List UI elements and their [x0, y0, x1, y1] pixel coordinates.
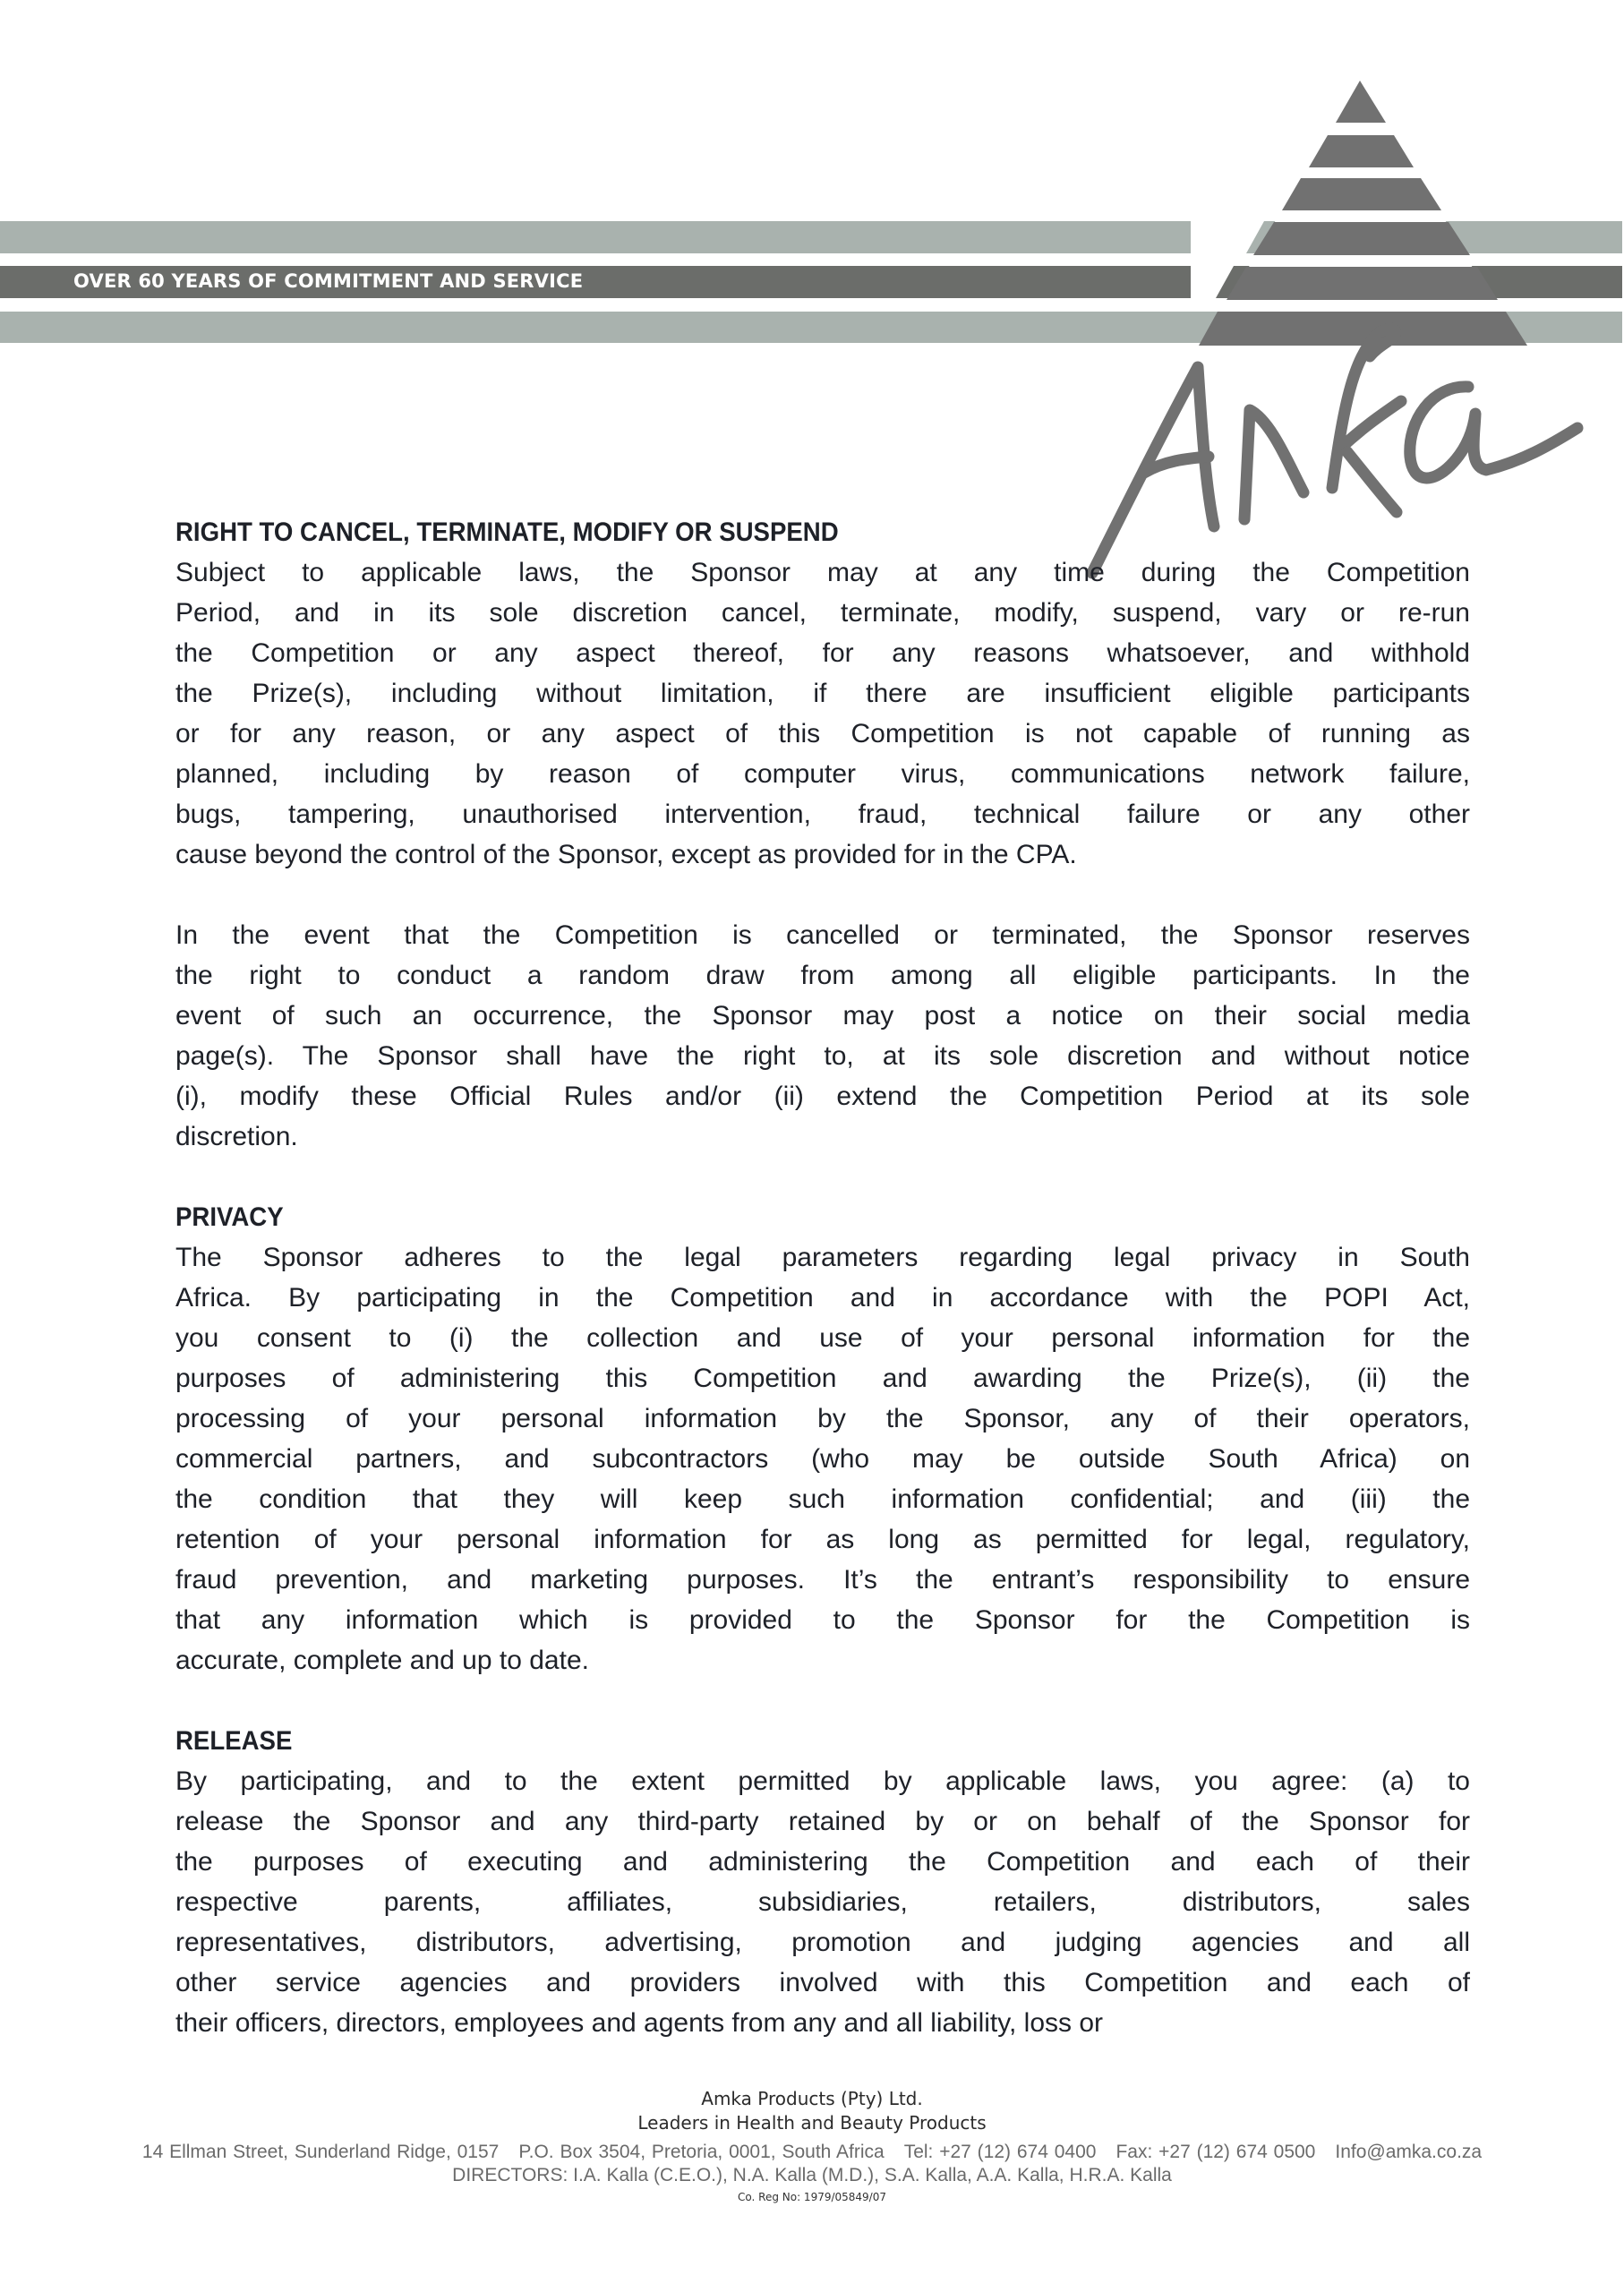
paragraph-line: representatives, distributors, advertising, promotion and judging agencies and all — [175, 1928, 1470, 1957]
paragraph-line: Africa. By participating in the Competition and in accordance with the POPI Act, — [175, 1283, 1470, 1313]
section-heading-right-to-cancel: RIGHT TO CANCEL, TERMINATE, MODIFY OR SUSPEND — [175, 517, 839, 547]
footer-directors: DIRECTORS: I.A. Kalla (C.E.O.), N.A. Kalla (M.D.), S.A. Kalla, A.A. Kalla, H.R.A. Kalla — [452, 2165, 1172, 2185]
footer-telephone: Tel: +27 (12) 674 0400 — [903, 2142, 1097, 2162]
section-heading-privacy: PRIVACY — [175, 1202, 284, 1232]
paragraph-line: retention of your personal information for as long as permitted for legal, regulatory, — [175, 1525, 1470, 1554]
paragraph-line: other service agencies and providers involved with this Competition and each of — [175, 1968, 1470, 1997]
footer-tagline: Leaders in Health and Beauty Products — [637, 2112, 987, 2134]
paragraph-line: the right to conduct a random draw from among all eligible participants. In the — [175, 961, 1470, 990]
paragraph-line: their officers, directors, employees and agents from any and all liability, loss or — [175, 2008, 1104, 2038]
amka-logo — [1056, 63, 1624, 591]
section-heading-release: RELEASE — [175, 1726, 293, 1756]
footer-street-address: 14 Ellman Street, Sunderland Ridge, 0157 — [141, 2142, 500, 2162]
paragraph-line: planned, including by reason of computer virus, communications network failure, — [175, 759, 1470, 789]
footer-fax: Fax: +27 (12) 674 0500 — [1115, 2142, 1316, 2162]
paragraph-line: bugs, tampering, unauthorised intervention, fraud, technical failure or any other — [175, 800, 1470, 829]
paragraph-line: that any information which is provided to the Sponsor for the Competition is — [175, 1605, 1470, 1635]
paragraph-line: the Prize(s), including without limitation, if there are insufficient eligible participants — [175, 679, 1470, 708]
paragraph-line: accurate, complete and up to date. — [175, 1646, 589, 1675]
footer-registration-number: Co. Reg No: 1979/05849/07 — [738, 2191, 886, 2203]
footer-po-box: P.O. Box 3504, Pretoria, 0001, South Africa — [518, 2142, 885, 2162]
tagline-banner: OVER 60 YEARS OF COMMITMENT AND SERVICE — [73, 270, 584, 292]
footer-email-link[interactable]: Info@amka.co.za — [1335, 2142, 1483, 2162]
paragraph-line: event of such an occurrence, the Sponsor may post a notice on their social media — [175, 1001, 1470, 1031]
paragraph-line: Subject to applicable laws, the Sponsor may at any time during the Competition — [175, 558, 1470, 587]
paragraph-line: processing of your personal information by the Sponsor, any of their operators, — [175, 1404, 1470, 1433]
paragraph-line: By participating, and to the extent permitted by applicable laws, you agree: (a) to — [175, 1766, 1470, 1796]
paragraph-line: page(s). The Sponsor shall have the right to, at its sole discretion and without notice — [175, 1041, 1470, 1071]
footer-contact-line — [0, 2141, 1624, 2164]
paragraph-line: fraud prevention, and marketing purposes. It’s the entrant’s responsibility to ensure — [175, 1565, 1470, 1595]
paragraph-line: the condition that they will keep such information confidential; and (iii) the — [175, 1484, 1470, 1514]
paragraph-line: respective parents, affiliates, subsidiaries, retailers, distributors, sales — [175, 1887, 1470, 1917]
paragraph-line: Period, and in its sole discretion cancel, terminate, modify, suspend, vary or re-run — [175, 598, 1470, 628]
paragraph-line: release the Sponsor and any third-party retained by or on behalf of the Sponsor for — [175, 1807, 1470, 1836]
pyramid-icon — [1191, 73, 1527, 353]
paragraph-line: purposes of administering this Competition and awarding the Prize(s), (ii) the — [175, 1364, 1470, 1393]
amka-script-wordmark — [1092, 329, 1577, 573]
footer-company-name: Amka Products (Pty) Ltd. — [701, 2088, 923, 2109]
paragraph-line: or for any reason, or any aspect of this Competition is not capable of running as — [175, 719, 1470, 748]
paragraph-line: (i), modify these Official Rules and/or (ii) extend the Competition Period at its sole — [175, 1082, 1470, 1111]
paragraph-line: the purposes of executing and administering the Competition and each of their — [175, 1847, 1470, 1877]
paragraph-line: In the event that the Competition is cancelled or terminated, the Sponsor reserves — [175, 920, 1470, 950]
paragraph-line: the Competition or any aspect thereof, for any reasons whatsoever, and withhold — [175, 638, 1470, 668]
paragraph-line: you consent to (i) the collection and use of your personal information for the — [175, 1323, 1470, 1353]
paragraph-line: The Sponsor adheres to the legal parameters regarding legal privacy in South — [175, 1243, 1470, 1272]
paragraph-line: cause beyond the control of the Sponsor, except as provided for in the CPA. — [175, 840, 1077, 869]
paragraph-line: discretion. — [175, 1122, 298, 1151]
paragraph-line: commercial partners, and subcontractors (who may be outside South Africa) on — [175, 1444, 1470, 1474]
